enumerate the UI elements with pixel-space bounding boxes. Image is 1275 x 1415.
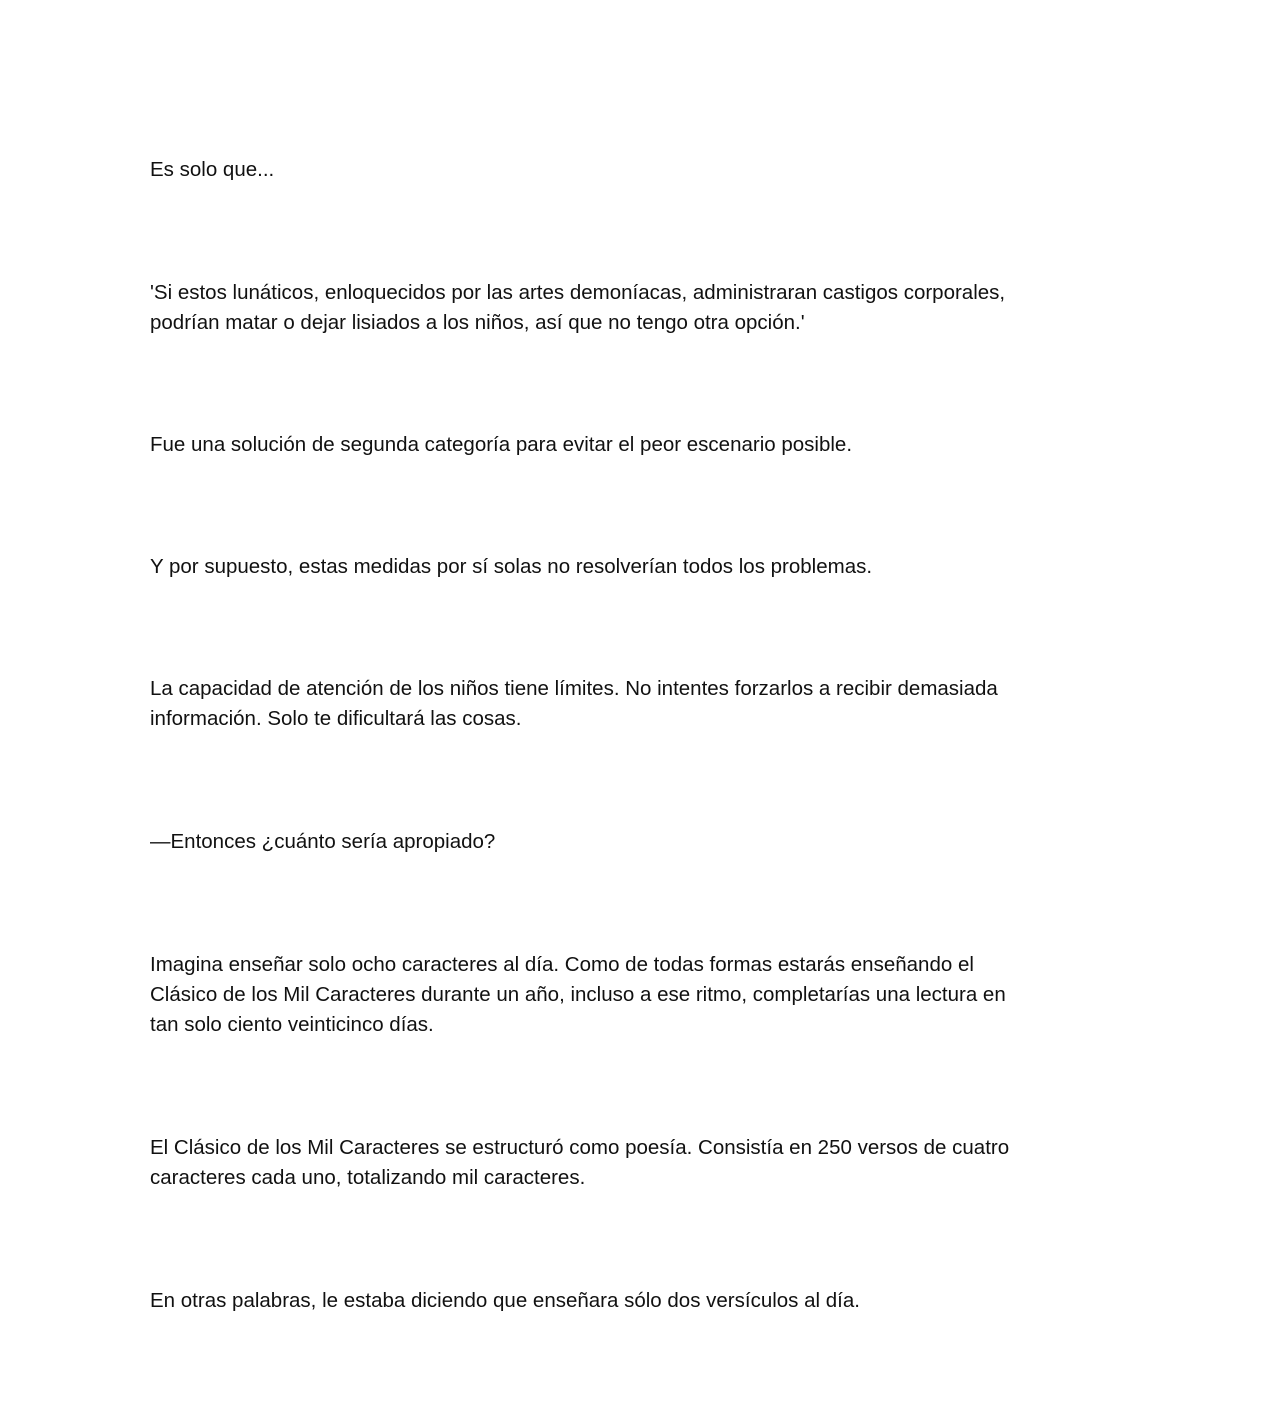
paragraph-6: [150, 827, 1110, 857]
paragraph-line: En otras palabras, le estaba diciendo que enseñara sólo dos versículos al día.: [150, 1289, 860, 1312]
paragraph-8: [150, 1133, 1110, 1193]
paragraph-line: caracteres cada uno, totalizando mil caracteres.: [150, 1166, 586, 1189]
paragraph-4: [150, 552, 1110, 582]
paragraph-line: La capacidad de atención de los niños tiene límites. No intentes forzarlos a recibir demasiada: [150, 677, 998, 700]
paragraph-line: Fue una solución de segunda categoría para evitar el peor escenario posible.: [150, 433, 853, 456]
paragraph-line: información. Solo te dificultará las cosas.: [150, 707, 522, 730]
paragraph-line: 'Si estos lunáticos, enloquecidos por las artes demoníacas, administraran castigos corporales,: [150, 281, 1006, 304]
paragraph-3: [150, 430, 1110, 460]
paragraph-line: podrían matar o dejar lisiados a los niños, así que no tengo otra opción.': [150, 311, 805, 334]
paragraph-line: —Entonces ¿cuánto sería apropiado?: [150, 830, 496, 853]
paragraph-line: Clásico de los Mil Caracteres durante un año, incluso a ese ritmo, completarías una lectura en: [150, 983, 1006, 1006]
paragraph-1: [150, 155, 1110, 185]
paragraph-line: Es solo que...: [150, 158, 275, 181]
paragraph-2: [150, 278, 1110, 338]
paragraph-line: tan solo ciento veinticinco días.: [150, 1013, 434, 1036]
paragraph-7: [150, 950, 1110, 1040]
paragraph-5: [150, 674, 1110, 734]
paragraph-9: [150, 1286, 1110, 1316]
paragraph-line: Y por supuesto, estas medidas por sí solas no resolverían todos los problemas.: [150, 555, 873, 578]
paragraph-line: El Clásico de los Mil Caracteres se estructuró como poesía. Consistía en 250 versos de cuatro: [150, 1136, 1010, 1159]
paragraph-line: Imagina enseñar solo ocho caracteres al día. Como de todas formas estarás enseñando el: [150, 953, 974, 976]
